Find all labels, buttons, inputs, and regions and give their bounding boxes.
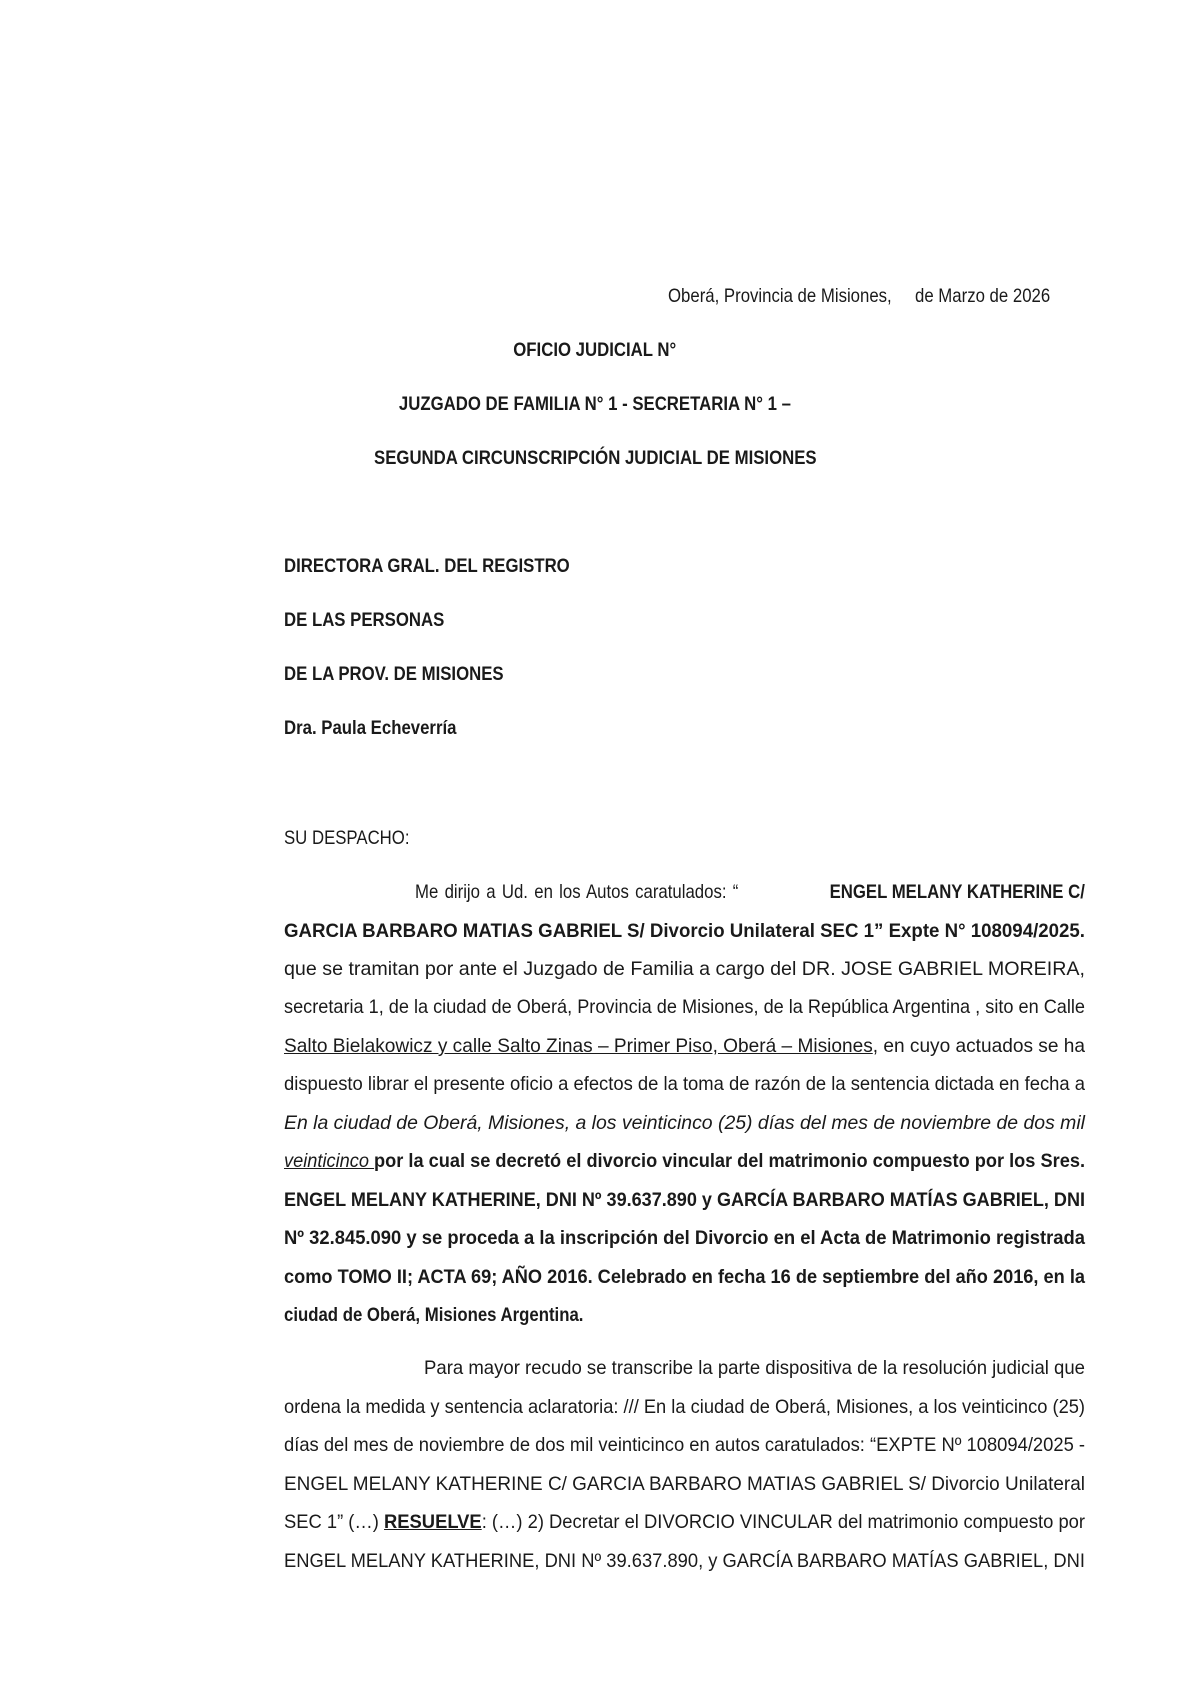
p2-line-1: Para mayor recudo se transcribe la parte dispositiva de la resolución judicial que — [424, 1357, 1085, 1379]
p1-line-5: Salto Bielakowicz y calle Salto Zinas – Primer Piso, Oberá – Misiones, en cuyo actuados se ha — [284, 1035, 1085, 1057]
p1-line-3: que se tramitan por ante el Juzgado de Familia a cargo del DR. JOSE GABRIEL MOREIRA, — [284, 958, 1085, 980]
date-line: Oberá, Provincia de Misiones, de Marzo de 2026 — [668, 285, 1051, 307]
p1-line-4: secretaria 1, de la ciudad de Oberá, Provincia de Misiones, de la República Argentina , sito en Calle — [284, 996, 1085, 1018]
p1-line-11: como TOMO II; ACTA 69; AÑO 2016. Celebrado en fecha 16 de septiembre del año 2016, en la — [284, 1266, 1085, 1288]
p2-line-6: ENGEL MELANY KATHERINE, DNI Nº 39.637.890, y GARCÍA BARBARO MATÍAS GABRIEL, DNI — [284, 1550, 1085, 1572]
p1-line-10: Nº 32.845.090 y se proceda a la inscripción del Divorcio en el Acta de Matrimonio registrada — [284, 1227, 1085, 1249]
resuelve-label: RESUELVE — [384, 1511, 482, 1533]
p1-line-8: veinticinco por la cual se decretó el divorcio vincular del matrimonio compuesto por los Sres. — [284, 1150, 1085, 1172]
p1-line-12: ciudad de Oberá, Misiones Argentina. — [284, 1304, 584, 1326]
circumscription: SEGUNDA CIRCUNSCRIPCIÓN JUDICIAL DE MISIONES — [373, 447, 817, 469]
p1-line-6: dispuesto librar el presente oficio a efectos de la toma de razón de la sentencia dictada en fecha a — [284, 1073, 1085, 1095]
salutation: SU DESPACHO: — [284, 827, 410, 849]
addressee-line-1: DIRECTORA GRAL. DEL REGISTRO — [284, 555, 570, 577]
p1-line-9: ENGEL MELANY KATHERINE, DNI Nº 39.637.890 y GARCÍA BARBARO MATÍAS GABRIEL, DNI — [284, 1189, 1085, 1211]
addressee-line-2: DE LAS PERSONAS — [284, 609, 445, 631]
court-name: JUZGADO DE FAMILIA N° 1 - SECRETARIA N° 1 – — [398, 393, 792, 415]
p2-line-4: ENGEL MELANY KATHERINE C/ GARCIA BARBARO MATIAS GABRIEL S/ Divorcio Unilateral — [284, 1473, 1085, 1495]
p2-line-5: SEC 1” (…) RESUELVE: (…) 2) Decretar el DIVORCIO VINCULAR del matrimonio compuesto por — [284, 1511, 1085, 1533]
p1-line-2: GARCIA BARBARO MATIAS GABRIEL S/ Divorcio Unilateral SEC 1” Expte N° 108094/2025. — [284, 920, 1085, 942]
document-title: OFICIO JUDICIAL N° — [513, 339, 677, 361]
p1-line-7: En la ciudad de Oberá, Misiones, a los veinticinco (25) días del mes de noviembre de dos mil — [284, 1112, 1085, 1134]
addressee-line-3: DE LA PROV. DE MISIONES — [284, 663, 504, 685]
p2-line-3: días del mes de noviembre de dos mil veinticinco en autos caratulados: “EXPTE Nº 108094/2025 - — [284, 1434, 1085, 1456]
p2-line-2: ordena la medida y sentencia aclaratoria: /// En la ciudad de Oberá, Misiones, a los veinticinco (25) — [284, 1396, 1085, 1418]
addressee-line-4: Dra. Paula Echeverría — [284, 717, 457, 739]
p1-line-1: Me dirijo a Ud. en los Autos caratulados: “ ENGEL MELANY KATHERINE C/ — [415, 881, 1085, 903]
